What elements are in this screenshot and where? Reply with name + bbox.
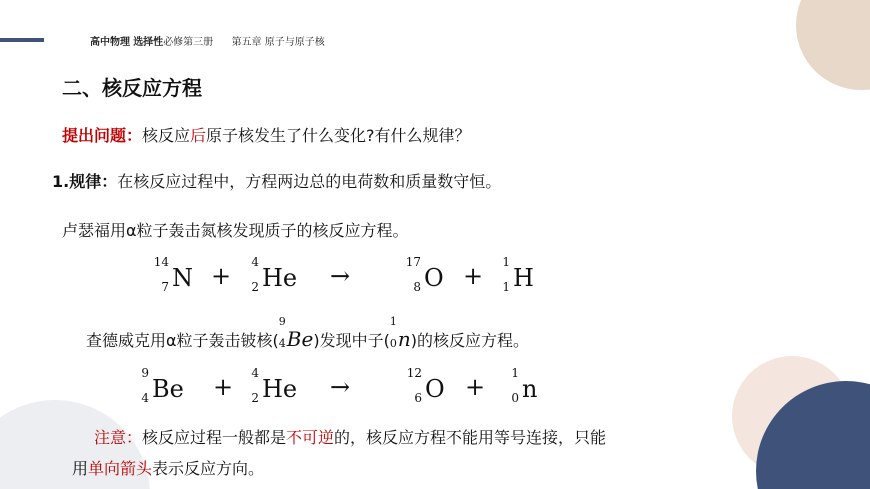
inline-symbol: Be xyxy=(286,327,314,351)
arrow: → xyxy=(330,373,351,401)
nuclide-mass: 1 xyxy=(511,366,519,380)
decor-bar xyxy=(0,38,44,42)
nuclide-mass: 4 xyxy=(251,366,259,380)
header-volume: 必修第三册 xyxy=(163,37,214,48)
nuclide-h1 xyxy=(502,255,534,294)
inline-mass: 1 xyxy=(389,315,397,328)
rule-label: 1.规律： xyxy=(52,172,118,191)
note-text-2: 的，核反应方程不能用等号连接，只能 xyxy=(334,428,607,447)
note-label: 注意： xyxy=(94,428,143,447)
question-text-before: 核反应 xyxy=(142,126,191,145)
inline-nuclide-n xyxy=(389,315,411,351)
nuclide-symbol: H xyxy=(513,264,534,292)
nuclide-he4 xyxy=(251,255,298,294)
equation-rutherford xyxy=(0,255,870,304)
rule-text: 在核反应过程中，方程两边总的电荷数和质量数守恒。 xyxy=(117,172,502,191)
note-line-2 xyxy=(72,456,264,479)
inline-charge: 4 xyxy=(278,337,286,350)
nuclide-charge: 0 xyxy=(511,391,519,405)
nuclide-o12 xyxy=(406,366,445,405)
nuclide-he4 xyxy=(251,366,298,405)
nuclide-charge: 6 xyxy=(414,391,422,405)
inline-mass: 9 xyxy=(278,315,286,328)
nuclide-be9 xyxy=(141,366,184,405)
nuclide-n14 xyxy=(153,255,193,294)
inline-charge: 0 xyxy=(389,337,397,350)
plus-sign: + xyxy=(211,262,232,290)
chadwick-line xyxy=(86,315,529,351)
inline-nuclide-be xyxy=(278,315,314,351)
header-chapter: 第五章 原子与原子核 xyxy=(231,37,325,48)
slide-header xyxy=(90,33,325,48)
note-text-3: 用 xyxy=(72,459,89,478)
header-volume-bold: 选择性 xyxy=(133,37,164,48)
rule-line xyxy=(52,169,501,192)
note-highlight-2: 单向箭头 xyxy=(88,459,153,478)
arrow: → xyxy=(330,262,351,290)
nuclide-n1 xyxy=(511,366,538,405)
nuclide-charge: 7 xyxy=(161,280,169,294)
nuclide-symbol: O xyxy=(424,264,444,292)
section-title: 二、核反应方程 xyxy=(62,76,202,100)
chadwick-text-3: )的核反应方程。 xyxy=(410,331,529,350)
nuclide-symbol: He xyxy=(262,375,298,403)
nuclide-mass: 17 xyxy=(405,255,421,269)
nuclide-mass: 1 xyxy=(502,255,510,269)
plus-sign: + xyxy=(465,373,486,401)
question-text-after: 原子核发生了什么变化?有什么规律？ xyxy=(206,126,471,145)
nuclide-symbol: n xyxy=(522,375,538,403)
equation-chadwick xyxy=(0,366,870,415)
nuclide-symbol: O xyxy=(425,375,445,403)
nuclide-charge: 2 xyxy=(251,391,259,405)
nuclide-symbol: N xyxy=(172,264,193,292)
plus-sign: + xyxy=(463,262,484,290)
nuclide-charge: 2 xyxy=(251,280,259,294)
note-text-4: 表示反应方向。 xyxy=(152,459,265,478)
nuclide-o17 xyxy=(405,255,444,294)
nuclide-charge: 4 xyxy=(141,391,149,405)
note-highlight-1: 不可逆 xyxy=(286,428,335,447)
question-highlight: 后 xyxy=(190,126,207,145)
question-label: 提出问题： xyxy=(62,126,143,145)
question-line xyxy=(62,123,471,146)
nuclide-symbol: He xyxy=(262,264,298,292)
rutherford-text: 卢瑟福用α粒子轰击氮核发现质子的核反应方程。 xyxy=(62,221,409,240)
nuclide-charge: 1 xyxy=(502,280,510,294)
nuclide-mass: 4 xyxy=(251,255,259,269)
nuclide-mass: 9 xyxy=(141,366,149,380)
chadwick-text-1: 查德威克用α粒子轰击铍核( xyxy=(86,331,279,350)
note-line-1 xyxy=(94,425,606,448)
inline-symbol: n xyxy=(397,327,411,351)
nuclide-charge: 8 xyxy=(413,280,421,294)
nuclide-symbol: Be xyxy=(152,375,184,403)
nuclide-mass: 12 xyxy=(406,366,422,380)
plus-sign: + xyxy=(213,373,234,401)
note-text-1: 核反应过程一般都是 xyxy=(142,428,287,447)
decor-circle-tan xyxy=(796,0,870,90)
header-course: 高中物理 xyxy=(90,37,130,48)
nuclide-mass: 14 xyxy=(153,255,169,269)
chadwick-text-2: )发现中子( xyxy=(313,331,390,350)
